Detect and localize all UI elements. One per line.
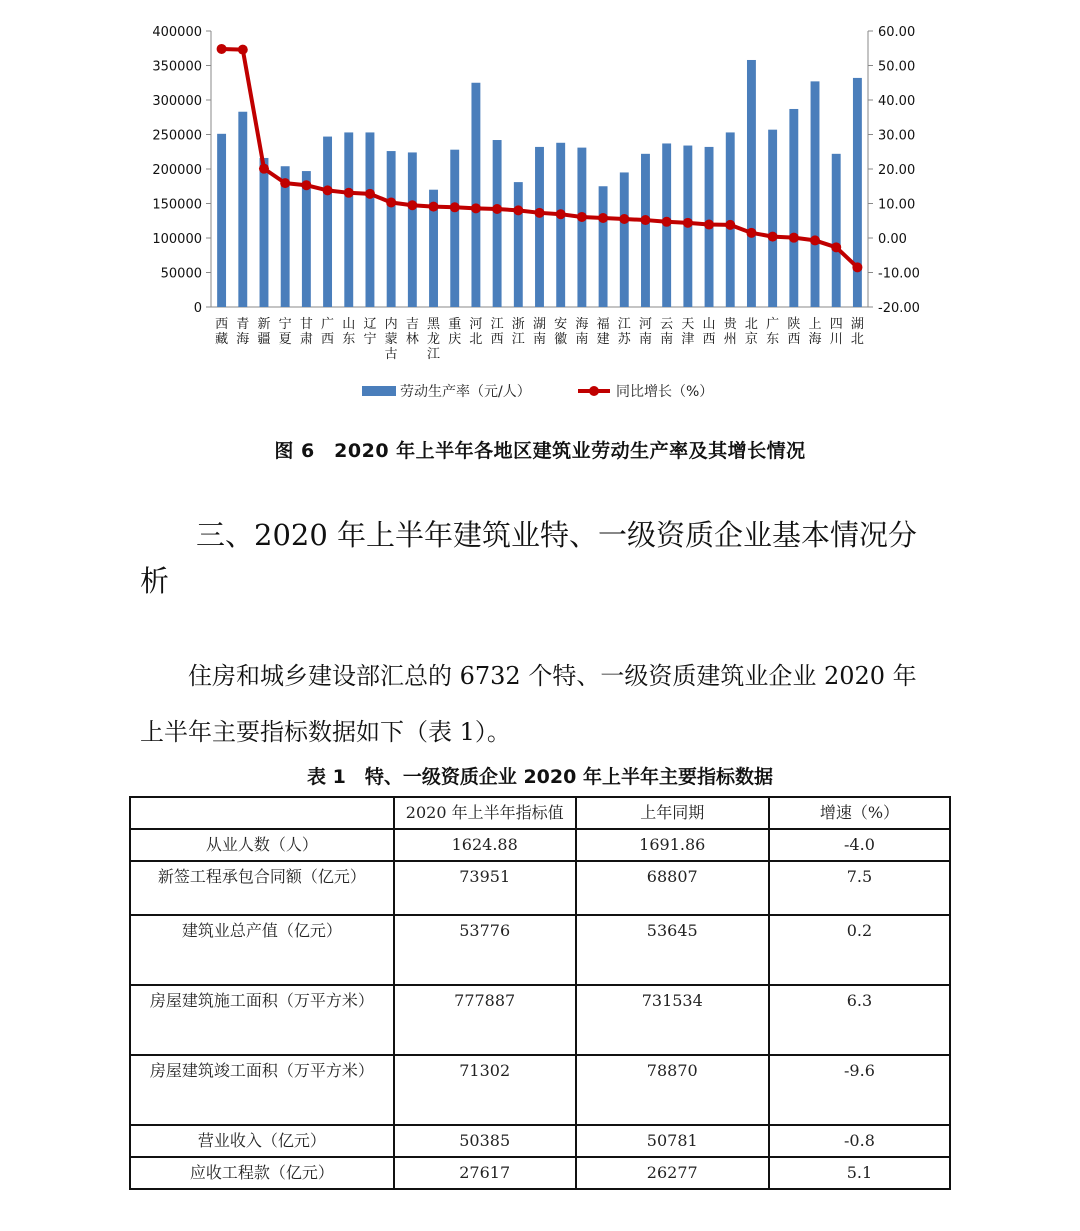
x-tick-label: 辽宁 xyxy=(363,317,377,347)
table-row xyxy=(130,915,950,985)
line-point xyxy=(810,235,820,245)
line-point xyxy=(640,215,650,225)
line-point xyxy=(831,242,841,252)
x-tick-label: 浙江 xyxy=(511,317,525,347)
header-cell xyxy=(130,797,394,829)
x-tick-label: 宁夏 xyxy=(278,317,292,347)
x-tick-label: 北京 xyxy=(744,317,758,347)
row-label-cell: 营业收入（亿元） xyxy=(130,1125,394,1157)
table-row xyxy=(130,1157,950,1189)
row-label-cell: 房屋建筑竣工面积（万平方米） xyxy=(130,1055,394,1125)
y-right-tick-label: 0.00 xyxy=(878,232,907,247)
y-left-tick-label: 0 xyxy=(193,301,202,316)
x-tick-label: 新疆 xyxy=(257,317,271,347)
line-point xyxy=(746,228,756,238)
y-left-tick-label: 150000 xyxy=(152,197,202,213)
line-point xyxy=(301,180,311,190)
y-right-tick-label: -20.00 xyxy=(878,301,920,316)
value-cell: -4.0 xyxy=(769,829,950,861)
header-cell: 2020 年上半年指标值 xyxy=(394,797,576,829)
value-cell: 1624.88 xyxy=(394,829,576,861)
value-cell: 53776 xyxy=(394,915,576,985)
value-cell: -0.8 xyxy=(769,1125,950,1157)
chart-legend xyxy=(362,383,713,400)
value-cell: 1691.86 xyxy=(576,829,769,861)
y-right-tick-label: -10.00 xyxy=(878,266,920,282)
table-row xyxy=(130,985,950,1055)
row-label-cell: 新签工程承包合同额（亿元） xyxy=(130,861,394,915)
line-point xyxy=(513,205,523,215)
line-point xyxy=(259,164,269,174)
x-tick-label: 云南 xyxy=(660,317,674,347)
x-tick-label: 天津 xyxy=(681,317,695,347)
value-cell: 78870 xyxy=(576,1055,769,1125)
y-right-tick-label: 20.00 xyxy=(878,163,916,178)
bar xyxy=(535,147,544,307)
row-label-cell: 建筑业总产值（亿元） xyxy=(130,915,394,985)
line-point xyxy=(238,45,248,55)
line-point xyxy=(789,233,799,243)
value-cell: 6.3 xyxy=(769,985,950,1055)
x-tick-label: 西藏 xyxy=(215,317,229,347)
value-cell: 7.5 xyxy=(769,861,950,915)
y-right-tick-label: 50.00 xyxy=(878,59,916,75)
y-right-tick-label: 60.00 xyxy=(878,25,916,40)
header-cell: 增速（%） xyxy=(769,797,950,829)
line-point xyxy=(365,189,375,199)
bar xyxy=(493,140,502,307)
x-tick-label: 山西 xyxy=(702,317,716,347)
bar xyxy=(344,132,353,307)
line-point xyxy=(429,202,439,212)
labor-productivity-chart xyxy=(0,0,1080,420)
bar xyxy=(450,150,459,307)
bar xyxy=(408,152,417,307)
bar xyxy=(238,112,247,307)
value-cell: 73951 xyxy=(394,861,576,915)
y-right-tick-label: 10.00 xyxy=(878,197,916,213)
y-left-tick-label: 300000 xyxy=(152,94,202,109)
table-row xyxy=(130,829,950,861)
table-row xyxy=(130,861,950,915)
x-tick-label: 江苏 xyxy=(617,317,631,347)
line-point xyxy=(768,232,778,242)
line-point xyxy=(683,218,693,228)
x-tick-label: 内蒙古 xyxy=(384,317,398,362)
bar xyxy=(853,78,862,307)
bar xyxy=(832,154,841,307)
y-left-tick-label: 100000 xyxy=(152,232,202,247)
x-tick-label: 贵州 xyxy=(723,317,737,347)
value-cell: -9.6 xyxy=(769,1055,950,1125)
value-cell: 50385 xyxy=(394,1125,576,1157)
bar xyxy=(577,148,586,307)
bar xyxy=(641,154,650,307)
bar-series xyxy=(217,60,862,307)
bar xyxy=(217,134,226,307)
line-point xyxy=(619,214,629,224)
line-point xyxy=(535,208,545,218)
x-tick-label: 四川 xyxy=(829,317,843,347)
legend-bar-label: 劳动生产率（元/人） xyxy=(400,384,531,400)
table-header-row xyxy=(130,797,950,829)
bar xyxy=(556,143,565,307)
line-point xyxy=(344,188,354,198)
x-tick-label: 重庆 xyxy=(448,317,462,347)
line-point xyxy=(577,212,587,222)
bar xyxy=(768,130,777,307)
bar xyxy=(387,151,396,307)
x-tick-label: 湖南 xyxy=(532,317,547,347)
line-point xyxy=(450,202,460,212)
x-tick-label: 广东 xyxy=(766,317,780,347)
x-tick-label: 广西 xyxy=(321,317,335,347)
x-tick-label: 江西 xyxy=(490,317,504,347)
x-tick-label: 海南 xyxy=(575,317,589,347)
row-label-cell: 应收工程款（亿元） xyxy=(130,1157,394,1189)
x-tick-label: 山东 xyxy=(342,317,356,347)
bar xyxy=(599,186,608,307)
y-right-tick-label: 30.00 xyxy=(878,128,916,144)
value-cell: 71302 xyxy=(394,1055,576,1125)
line-point xyxy=(492,204,502,214)
line-point xyxy=(386,197,396,207)
x-tick-label: 吉林 xyxy=(405,317,419,347)
section-heading: 三、2020 年上半年建筑业特、一级资质企业基本情况分析 xyxy=(140,518,918,598)
value-cell: 777887 xyxy=(394,985,576,1055)
row-label-cell: 房屋建筑施工面积（万平方米） xyxy=(130,985,394,1055)
value-cell: 50781 xyxy=(576,1125,769,1157)
bar xyxy=(620,172,629,307)
row-label-cell: 从业人数（人） xyxy=(130,829,394,861)
y-left-tick-label: 350000 xyxy=(152,59,202,75)
table-row xyxy=(130,1055,950,1125)
bar xyxy=(789,109,798,307)
indicator-table xyxy=(129,796,951,1190)
table-row xyxy=(130,1125,950,1157)
x-tick-label: 上海 xyxy=(808,317,822,347)
value-cell: 26277 xyxy=(576,1157,769,1189)
x-tick-label: 甘肃 xyxy=(299,317,313,347)
header-cell: 上年同期 xyxy=(576,797,769,829)
line-point xyxy=(704,220,714,230)
y-right-tick-label: 40.00 xyxy=(878,94,916,109)
line-point xyxy=(217,44,227,54)
line-point xyxy=(556,209,566,219)
legend-line-marker xyxy=(589,386,599,396)
body-paragraph: 住房和城乡建设部汇总的 6732 个特、一级资质建筑业企业 2020 年上半年主要指标数据如下（表 1）。 xyxy=(140,662,917,746)
line-point xyxy=(323,185,333,195)
y-left-tick-label: 250000 xyxy=(152,128,202,144)
x-axis-labels xyxy=(215,316,864,362)
value-cell: 68807 xyxy=(576,861,769,915)
line-point xyxy=(407,200,417,210)
bar xyxy=(514,182,523,307)
value-cell: 5.1 xyxy=(769,1157,950,1189)
table-title: 表 1 特、一级资质企业 2020 年上半年主要指标数据 xyxy=(307,766,773,788)
bar xyxy=(811,81,820,307)
x-tick-label: 河南 xyxy=(638,317,652,347)
bar xyxy=(323,137,332,307)
line-point xyxy=(725,220,735,230)
bar xyxy=(260,158,269,307)
line-point xyxy=(852,262,862,272)
value-cell: 27617 xyxy=(394,1157,576,1189)
chart-caption: 图 6 2020 年上半年各地区建筑业劳动生产率及其增长情况 xyxy=(274,440,806,462)
bar xyxy=(747,60,756,307)
x-tick-label: 湖北 xyxy=(850,317,864,347)
bar xyxy=(471,83,480,307)
x-tick-label: 青海 xyxy=(236,317,250,347)
bar xyxy=(726,132,735,307)
value-cell: 731534 xyxy=(576,985,769,1055)
y-left-tick-label: 50000 xyxy=(160,266,202,282)
line-point xyxy=(280,178,290,188)
legend-bar-swatch xyxy=(362,386,396,396)
y-left-tick-label: 200000 xyxy=(152,163,202,178)
line-point xyxy=(598,213,608,223)
x-tick-label: 安徽 xyxy=(554,317,568,347)
value-cell: 53645 xyxy=(576,915,769,985)
bar xyxy=(302,171,311,307)
y-left-tick-label: 400000 xyxy=(152,25,202,40)
x-tick-label: 福建 xyxy=(596,317,610,347)
value-cell: 0.2 xyxy=(769,915,950,985)
line-point xyxy=(471,203,481,213)
bar xyxy=(366,132,375,307)
x-tick-label: 陕西 xyxy=(787,317,801,347)
line-point xyxy=(662,217,672,227)
legend-line-label: 同比增长（%） xyxy=(616,384,714,400)
x-tick-label: 黑龙江 xyxy=(427,317,441,362)
x-tick-label: 河北 xyxy=(469,317,483,347)
